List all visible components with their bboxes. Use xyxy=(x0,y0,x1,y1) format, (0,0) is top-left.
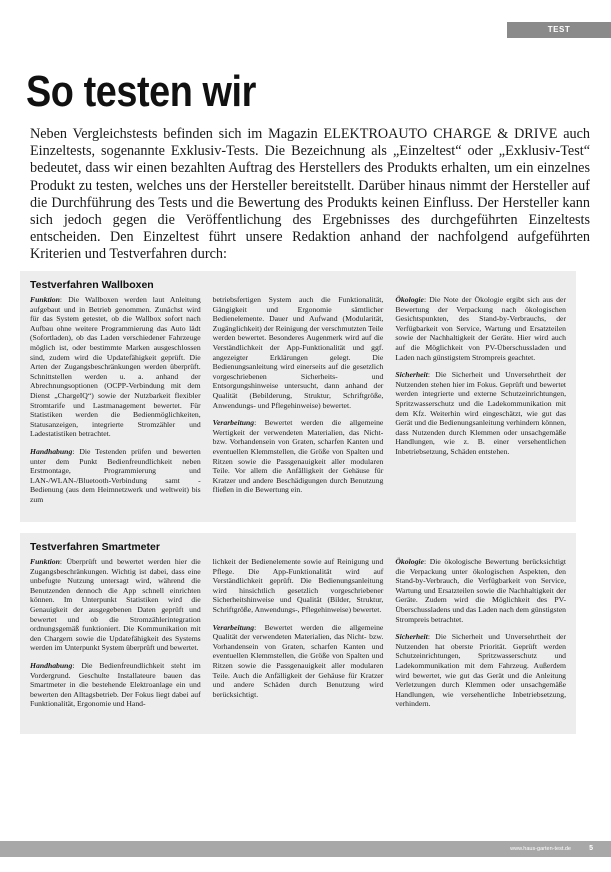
section-tag: TEST xyxy=(507,22,611,38)
wallboxen-heading: Testverfahren Wallboxen xyxy=(30,279,154,291)
smartmeter-box xyxy=(20,533,576,734)
page-number: 5 xyxy=(589,845,593,852)
wallboxen-sicherheit-term: Sicherheit xyxy=(395,370,428,380)
smartmeter-handhabung-term: Handhabung xyxy=(30,660,73,670)
wallboxen-columns xyxy=(30,295,566,512)
smartmeter-funktion-term: Funktion xyxy=(30,557,60,566)
wallboxen-handhabung-paragraph xyxy=(30,447,201,505)
wallboxen-column-2 xyxy=(213,295,384,512)
smartmeter-columns xyxy=(30,557,566,717)
smartmeter-handhabung-cont-text: lichkeit der Bedienelemente sowie auf Reinigung und Pflege. Die App-Funktionalität wird auf Verständlichkeit geprüft. Die Bedienungsanleitung wird hinsichtlich gesetzlich vorgeschriebener Sicherheitshinweise und Qualität (Bilder, Struktur, Schriftgröße, Anwendungs-, Pflegehinweise) bewertet. xyxy=(212,557,384,614)
wallboxen-funktion-term: Funktion xyxy=(30,295,60,304)
smartmeter-heading: Testverfahren Smartmeter xyxy=(30,541,160,553)
wallboxen-handhabung-text: : Die Testenden prüfen und bewerten unter dem Punkt Bedienfreundlichkeit neben Erstmontage, Programmierung und LAN-/WLAN-/Bluetooth-Verbindung samt -Bedienung (aus dem Heimnetzwerk und weltweit) bis zum xyxy=(30,446,201,504)
wallboxen-funktion-text: : Die Wallboxen werden laut Anleitung aufgebaut und in Betrieb genommen. Zunächst wird für das System getestet, ob die Wallbox sofort nach Aufbau ohne weitere Programmierung das Auto lädt (Sofortladen), ob das Laden verschiedener Fahrzeuge möglich ist, oder bestimmte Marken ausgeschlossen sind, zudem wird die Updatefähigkeit geprüft. Die Arten der Zugangsbeschränkungen werden überprüft. Schnittstellen werden u. a. anhand der Abrechnungsoptionen (OCPP-Verbindung mit dem Dienst „ChargeIQ“) sowie der Nutzbarkeit flexibler Stromtarife und Lastmanagement bewertet. Für Statistiken werden die Bedienmöglichkeiten, Statusanzeigen, integrierte Stromzähler und Ladestatistiken betrachtet. xyxy=(30,295,201,439)
smartmeter-funktion-text: : Überprüft und bewertet werden hier die Zugangsbeschränkungen. Wichtig ist dabei, dass eine unbefugte Nutzung untersagt wird, während die Benutzenden dennoch die App schnell einrichten können. Im Unterpunkt Statistiken wird die Genauigkeit der ausgegebenen Daten geprüft und bewertet und ob die Stromzählerintegration ordnungsgemäß funktioniert. Die Kommunikation mit den Chargern sowie die Updatefähigkeit des Systems werden im Unterpunkt System überprüft und bewertet. xyxy=(30,557,201,653)
smartmeter-column-3 xyxy=(395,557,566,717)
wallboxen-sicherheit-paragraph xyxy=(395,370,566,456)
wallboxen-handhabung-cont xyxy=(213,295,384,410)
smartmeter-column-2 xyxy=(213,557,384,717)
smartmeter-verarbeitung-term: Verarbeitung xyxy=(212,622,255,632)
smartmeter-handhabung-paragraph xyxy=(30,661,201,709)
smartmeter-verarbeitung-paragraph xyxy=(213,623,384,700)
wallboxen-handhabung-term: Handhabung xyxy=(30,446,73,456)
smartmeter-oekologie-paragraph xyxy=(395,557,566,624)
smartmeter-oekologie-text: : Die ökologische Bewertung berücksichtigt die Verpackung unter ökologischen Aspekten, den Stand-by-Verbrauch, die Verfügbarkeit von Service, Wartung und Ersatzteilen sowie die Nachhaltigkeit der Geräte. Zudem wird die Möglichkeit des PV-Überschussladens und das Laden nach dem günstigsten Strompreis betrachtet. xyxy=(395,557,567,624)
wallboxen-handhabung-cont-text: betriebsfertigen System auch die Funktionalität, Gängigkeit und Ergonomie sämtlicher Bedienelemente. Dauer und Aufwand (Modularität, Zugänglichkeit) der Reinigung der verschmutzten Teile werden bewertet. Besonderes Augenmerk wird auf die Verständlichkeit der App-Funktionalität und ggf. angezeigter Erklärungen gelegt. Die Bedienungsanleitung wird einerseits auf die gesetzlich vorgeschriebenen Sicherheits- und Entsorgungshinweise untersucht, dann anhand der Qualität (Bebilderung, Struktur, Schriftgröße, Anwendungs- und Pflegehinweise) bewertet. xyxy=(212,295,384,410)
wallboxen-column-1 xyxy=(30,295,201,512)
wallboxen-column-3 xyxy=(395,295,566,512)
footer-url[interactable]: www.haus-garten-test.de xyxy=(510,846,571,852)
wallboxen-box xyxy=(20,271,576,522)
wallboxen-oekologie-text: : Die Note der Ökologie ergibt sich aus der Bewertung der Verpackung nach ökologischen Gesichtspunkten, des Stand-by-Verbrauchs, der Verfügbarkeit von Service, Wartung und Ersatzteilen sowie der Nachhaltigkeit der Geräte. Hier wird auch auf die Möglichkeit von PV-Überschussladen und Laden nach günstigstem Strompreis geachtet. xyxy=(395,295,567,362)
wallboxen-oekologie-paragraph xyxy=(395,295,566,362)
wallboxen-funktion-paragraph xyxy=(30,295,201,439)
wallboxen-sicherheit-text: : Die Sicherheit und Unversehrtheit der Nutzenden stehen hier im Fokus. Geprüft und bewertet werden integrierte und externe Schutzeinrichtungen, Spritzwasserschutz und die Ladekommunikation mit dem Kfz. Weiterhin wird eingeschätzt, wie gut das Gerät und die Bedienungsanleitung verhindern können, dass Nutzenden durch Klemmen oder unsachgemäße Handlungen, wie z. B. einer versehentlichen Inbetriebsetzung, Schäden entstehen. xyxy=(395,370,567,456)
wallboxen-verarbeitung-text: : Bewertet werden die allgemeine Wertigkeit der verwendeten Materialien, das Nicht- bzw. Vorhandensein von Graten, scharfen Kanten und eventuellen Klemmstellen, die Größe von Spalten und Ritzen sowie die Passgenauigkeit aller modularen Teile. Vor allem die Anfälligkeit der Gehäuse für Kratzer und andere Beschädigungen durch Benutzung fließen in die Bewertung ein. xyxy=(212,418,384,495)
page-title: So testen wir xyxy=(26,67,256,116)
wallboxen-oekologie-term: Ökologie xyxy=(395,295,424,304)
smartmeter-handhabung-cont xyxy=(213,557,384,615)
wallboxen-verarbeitung-paragraph xyxy=(213,418,384,495)
smartmeter-funktion-paragraph xyxy=(30,557,201,653)
lead-paragraph: Neben Vergleichstests befinden sich im Magazin ELEKTROAUTO CHARGE & DRIVE auch Einzeltests, sogenannte Exklusiv-Tests. Die Bezeichnung als „Einzeltest“ oder „Exklusiv-Test“ bedeutet, dass wir einen bezahlten Auftrag des Herstellers des Produkts erhalten, um ein einzelnes Produkt zu testen, welches uns der Hersteller bereitstellt. Darüber hinaus nimmt der Hersteller auf die Durchführung des Tests und die Bewertung des Produkts keinen Einfluss. Der Hersteller kann sich jedoch gegen die Veröffentlichung des Ergebnisses des durchgeführten Einzeltests entscheiden. Den Einzeltest führt unsere Redaktion anhand der nachfolgend aufgeführten Kriterien und Testverfahren durch: xyxy=(30,126,590,263)
wallboxen-verarbeitung-term: Verarbeitung xyxy=(212,418,255,428)
smartmeter-sicherheit-paragraph xyxy=(395,632,566,709)
smartmeter-sicherheit-text: : Die Sicherheit und Unversehrtheit der Nutzenden hat oberste Priorität. Geprüft werden Schutzeinrichtungen, Spritzwasserschutz und Ladekommunikation mit dem Fahrzeug. Außerdem wird bewertet, wie gut das Gerät und die Anleitung Verletzungen durch Klemmen oder unsachgemäße Handlungen, wie versehentliche Inbetriebsetzung, verhindern. xyxy=(395,632,567,709)
smartmeter-sicherheit-term: Sicherheit xyxy=(395,632,428,642)
smartmeter-verarbeitung-text: : Bewertet werden die allgemeine Qualität der verwendeten Materialien, das Nicht- bzw. Vorhandensein von Graten, scharfen Kanten und eventuellen Klemmstellen, die Größe von Spalten und Ritzen sowie die Passgenauigkeit aller modularen Teile. Auch die Anfälligkeit der Gehäuse für Kratzer und andere Schäden durch Benutzung wird berücksichtigt. xyxy=(212,622,384,699)
smartmeter-handhabung-text: : Die Bedienfreundlichkeit steht im Vordergrund. Geschulte Installateure bauen das Smartmeter in die bestehende Elektroanlage ein und bewerten den Alltagsbetrieb. Der Fokus liegt dabei auf Funktionalität, Ergonomie und Hand- xyxy=(30,660,201,709)
smartmeter-column-1 xyxy=(30,557,201,717)
smartmeter-oekologie-term: Ökologie xyxy=(395,557,424,566)
